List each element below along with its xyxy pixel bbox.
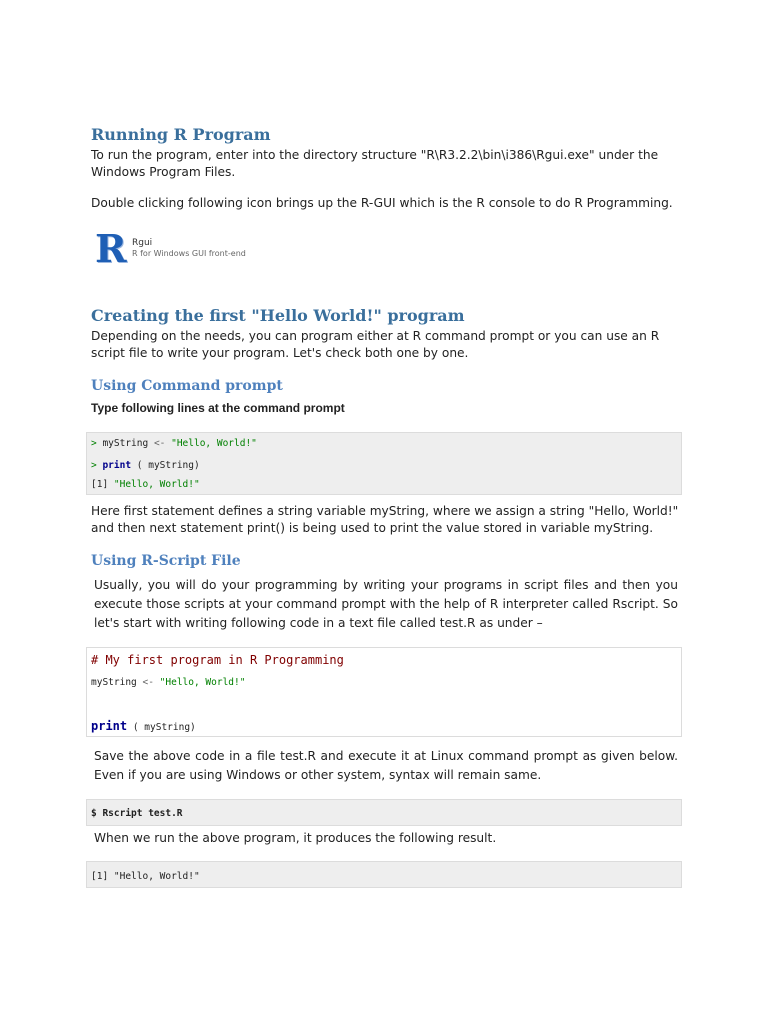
heading-hello-world: Creating the first "Hello World!" program xyxy=(91,306,465,325)
code-string: "Hello, World!" xyxy=(108,479,200,490)
code-keyword: print xyxy=(91,719,128,733)
code-var: myString xyxy=(96,438,154,449)
paragraph-explanation: Here first statement defines a string variable myString, where we assign a string "Hello, World!" and then next statement print() is being used to print the value stored in variable myString. xyxy=(91,504,679,535)
code-line xyxy=(91,719,196,733)
code-var: myString xyxy=(91,677,143,688)
paragraph-rscript: Usually, you will do your programming by writing your programs in script files and then you execute those scripts at your command prompt with the help of R interpreter called Rscript. So let's start with writing following code in a text file called test.R as under – xyxy=(94,578,678,630)
heading-command-prompt: Using Command prompt xyxy=(91,378,283,394)
prompt-symbol: > xyxy=(91,438,97,449)
instruction-text: Type following lines at the command prompt xyxy=(91,401,345,415)
paragraph-double-click: Double clicking following icon brings up the R-GUI which is the R console to do R Programming. xyxy=(91,196,673,210)
r-logo-icon: R xyxy=(95,226,127,271)
code-text: ( myString) xyxy=(131,460,200,471)
code-block-command xyxy=(86,799,682,826)
code-index: [1] xyxy=(91,479,109,490)
code-keyword: print xyxy=(96,460,132,471)
prompt-symbol: > xyxy=(91,460,97,471)
code-line xyxy=(91,677,245,688)
heading-rscript-file: Using R-Script File xyxy=(91,553,241,569)
logo-subtitle: R for Windows GUI front-end xyxy=(132,249,246,258)
code-block-result xyxy=(86,861,682,888)
code-line: [1] "Hello, World!" xyxy=(91,871,200,882)
code-text: ( myString) xyxy=(127,722,196,733)
paragraph-depending: Depending on the needs, you can program either at R command prompt or you can use an R script file to write your program. Let's check both one by one. xyxy=(91,329,660,360)
code-operator: <- xyxy=(153,438,166,449)
code-string: "Hello, World!" xyxy=(165,438,257,449)
code-block-script xyxy=(86,647,682,737)
rgui-logo xyxy=(95,226,246,271)
logo-title: Rgui xyxy=(132,238,153,248)
code-line xyxy=(91,479,200,490)
code-line xyxy=(91,438,257,449)
code-comment: # My first program in R Programming xyxy=(91,653,344,667)
code-line xyxy=(91,460,200,471)
heading-running-r-program: Running R Program xyxy=(91,125,271,144)
paragraph-result-intro: When we run the above program, it produces the following result. xyxy=(94,831,497,845)
paragraph-run-instructions: To run the program, enter into the directory structure "R\R3.2.2\bin\i386\Rgui.exe" under the Windows Program Files. xyxy=(91,148,659,179)
code-block-command-prompt xyxy=(86,432,682,495)
code-line: $ Rscript test.R xyxy=(91,808,183,819)
paragraph-save: Save the above code in a file test.R and execute it at Linux command prompt as given below. Even if you are using Windows or other system, syntax will remain same. xyxy=(94,749,678,782)
code-operator: <- xyxy=(142,677,154,688)
code-string: "Hello, World!" xyxy=(153,677,246,688)
